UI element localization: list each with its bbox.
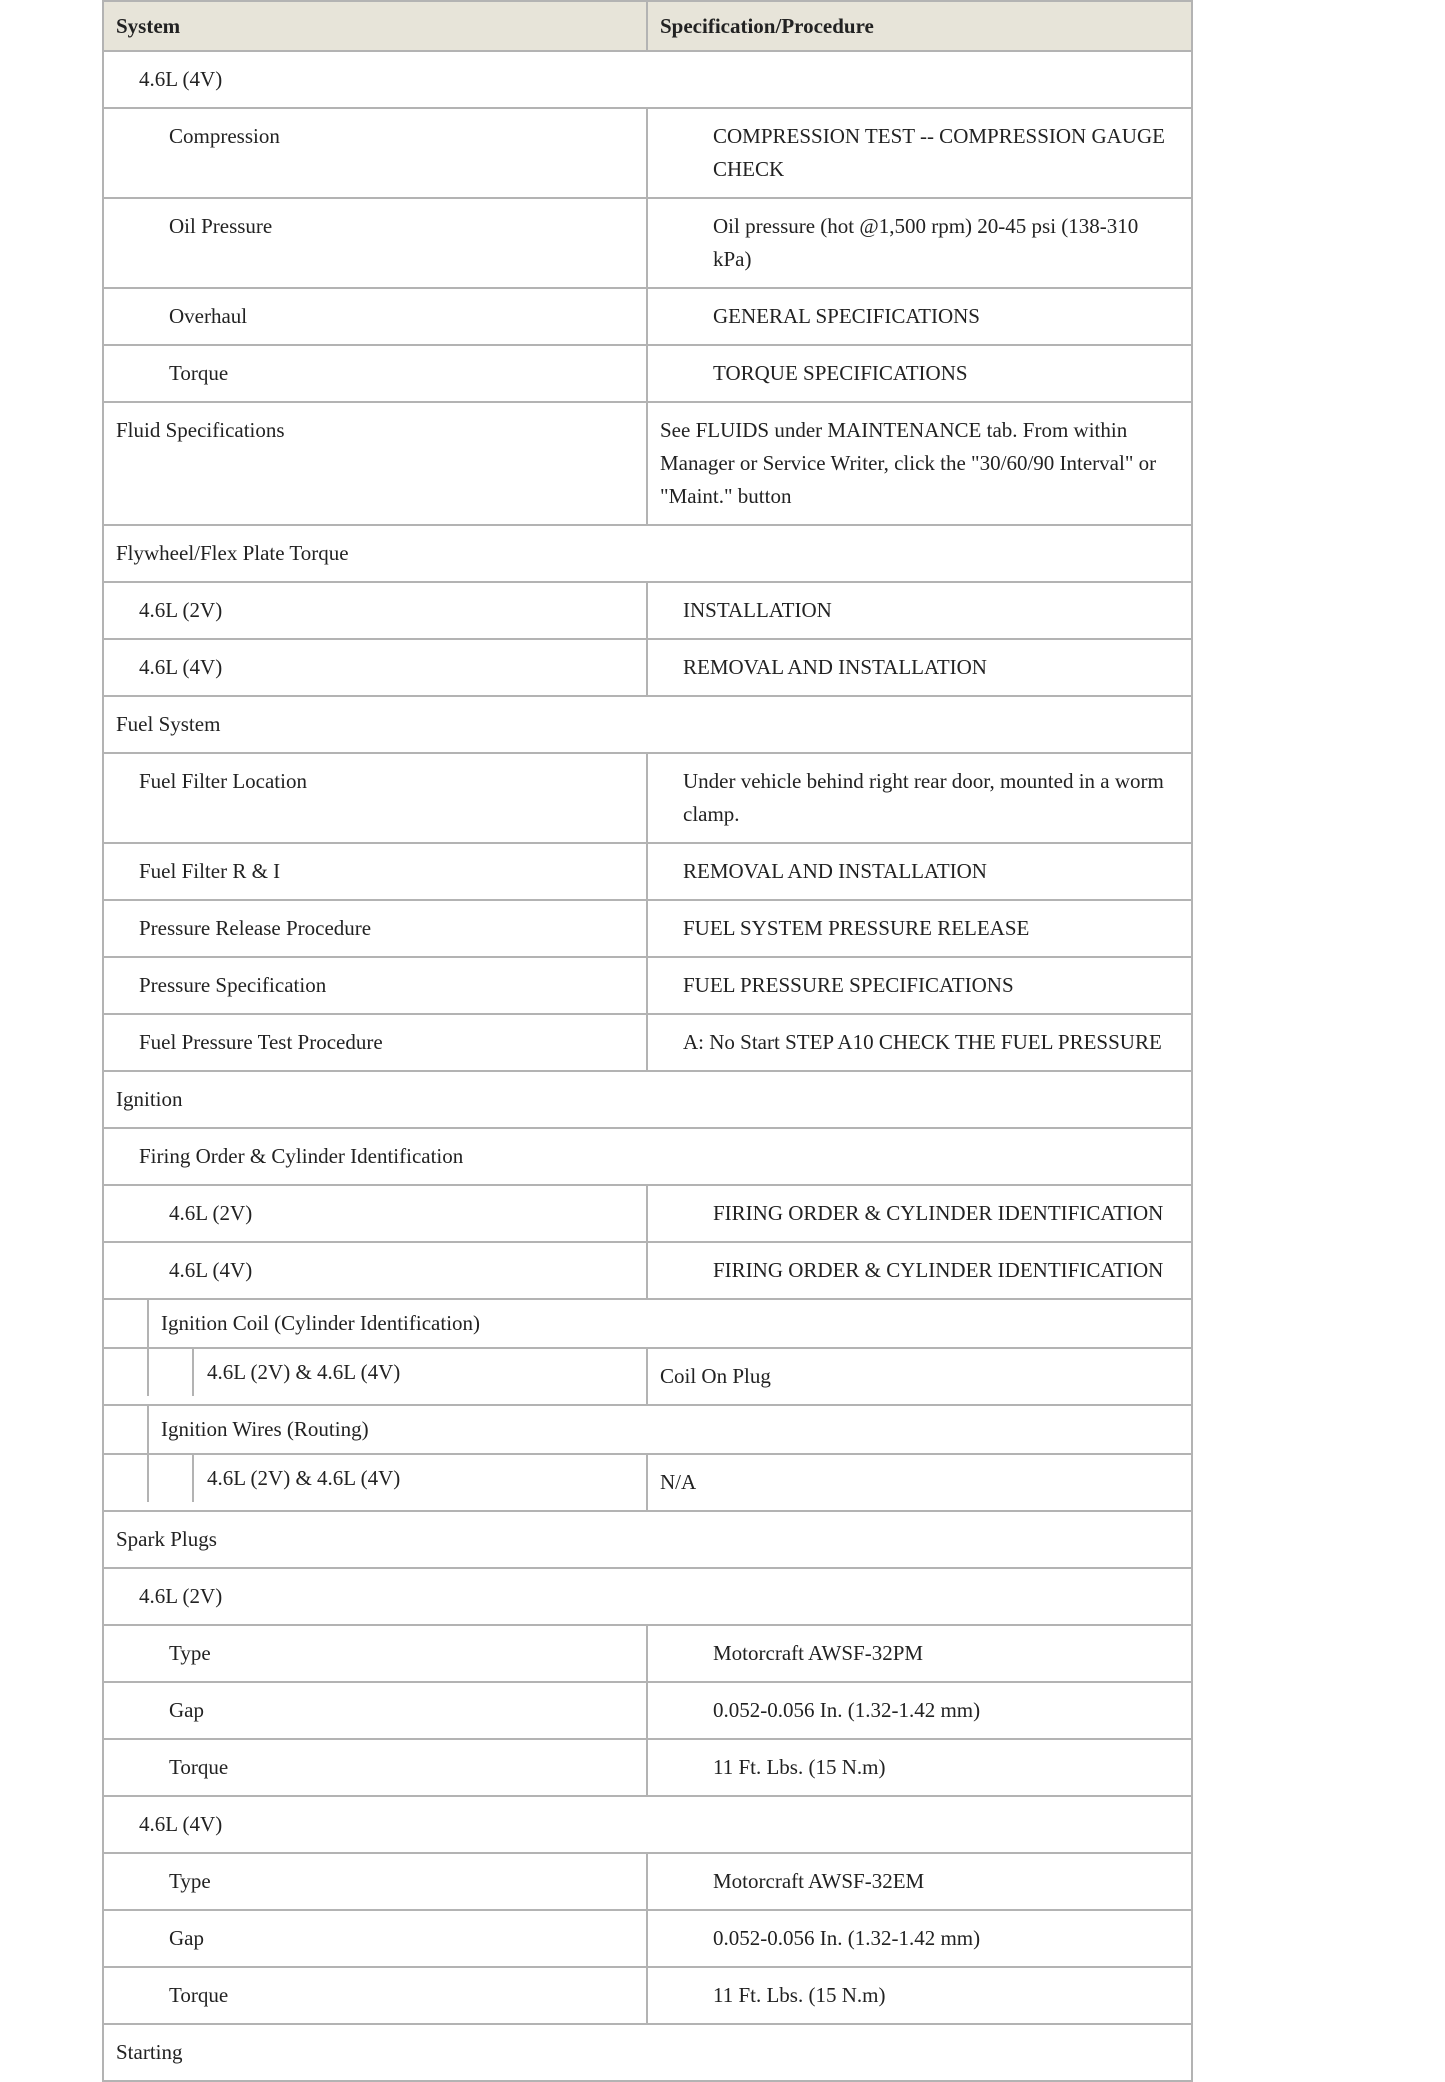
row-spec: REMOVAL AND INSTALLATION (647, 843, 1192, 900)
row-spec: 11 Ft. Lbs. (15 N.m) (647, 1967, 1192, 2024)
table-row (103, 1910, 1192, 1967)
row-label: Starting (103, 2024, 1192, 2081)
row-label: 4.6L (4V) (103, 1242, 647, 1299)
row-spec: Under vehicle behind right rear door, mounted in a worm clamp. (647, 753, 1192, 843)
row-label: Flywheel/Flex Plate Torque (103, 525, 1192, 582)
row-label: 4.6L (4V) (103, 639, 647, 696)
table-row (103, 1967, 1192, 2024)
row-spec: See FLUIDS under MAINTENANCE tab. From within Manager or Service Writer, click the "30/60/90 Interval" or "Maint." button (647, 402, 1192, 525)
table-row (103, 1014, 1192, 1071)
indent-bar (104, 1349, 149, 1396)
row-spec: 11 Ft. Lbs. (15 N.m) (647, 1739, 1192, 1796)
row-label: Gap (103, 1910, 647, 1967)
table-row (103, 1682, 1192, 1739)
row-spec: FIRING ORDER & CYLINDER IDENTIFICATION (647, 1242, 1192, 1299)
table-row (103, 1853, 1192, 1910)
table-row (103, 639, 1192, 696)
table-row (103, 1348, 1192, 1405)
row-label: Spark Plugs (103, 1511, 1192, 1568)
row-label: Torque (103, 1739, 647, 1796)
table-row (103, 957, 1192, 1014)
row-label: Gap (103, 1682, 647, 1739)
row-label: Pressure Specification (103, 957, 647, 1014)
indent-bar (104, 1406, 149, 1453)
table-row (103, 288, 1192, 345)
table-row (103, 1511, 1192, 1568)
row-spec: A: No Start STEP A10 CHECK THE FUEL PRESSURE (647, 1014, 1192, 1071)
row-label: Ignition (103, 1071, 1192, 1128)
table-header-row (103, 1, 1192, 51)
row-spec: FUEL PRESSURE SPECIFICATIONS (647, 957, 1192, 1014)
row-spec: FIRING ORDER & CYLINDER IDENTIFICATION (647, 1185, 1192, 1242)
row-label: Fuel Filter R & I (103, 843, 647, 900)
table-row (103, 1128, 1192, 1185)
table-row (103, 582, 1192, 639)
row-label: 4.6L (2V) & 4.6L (4V) (103, 1348, 647, 1405)
row-label: Fuel System (103, 696, 1192, 753)
row-spec: 0.052-0.056 In. (1.32-1.42 mm) (647, 1682, 1192, 1739)
table-row (103, 1185, 1192, 1242)
row-label: 4.6L (4V) (103, 51, 1192, 108)
table-row (103, 1568, 1192, 1625)
row-label: Overhaul (103, 288, 647, 345)
table-row (103, 525, 1192, 582)
table-row (103, 2024, 1192, 2081)
specification-table (102, 0, 1193, 2082)
row-label: Oil Pressure (103, 198, 647, 288)
table-row (103, 345, 1192, 402)
row-label: 4.6L (4V) (103, 1796, 1192, 1853)
row-label: Compression (103, 108, 647, 198)
table-row (103, 753, 1192, 843)
table-row (103, 1242, 1192, 1299)
row-label: 4.6L (2V) (103, 1185, 647, 1242)
row-spec: N/A (647, 1454, 1192, 1511)
table-row (103, 696, 1192, 753)
indent-bar (104, 1300, 149, 1347)
row-label: Type (103, 1625, 647, 1682)
table-row (103, 1739, 1192, 1796)
row-spec: FUEL SYSTEM PRESSURE RELEASE (647, 900, 1192, 957)
row-label: Ignition Wires (Routing) (103, 1405, 1192, 1454)
row-spec: 0.052-0.056 In. (1.32-1.42 mm) (647, 1910, 1192, 1967)
table-row (103, 1071, 1192, 1128)
row-label: Fuel Pressure Test Procedure (103, 1014, 647, 1071)
table-row (103, 1405, 1192, 1454)
row-label: Pressure Release Procedure (103, 900, 647, 957)
table-row (103, 1454, 1192, 1511)
row-spec: TORQUE SPECIFICATIONS (647, 345, 1192, 402)
table-row (103, 1299, 1192, 1348)
row-spec: GENERAL SPECIFICATIONS (647, 288, 1192, 345)
table-row (103, 843, 1192, 900)
row-label: 4.6L (2V) (103, 582, 647, 639)
row-spec: Motorcraft AWSF-32EM (647, 1853, 1192, 1910)
row-label: 4.6L (2V) & 4.6L (4V) (103, 1454, 647, 1511)
row-spec: Coil On Plug (647, 1348, 1192, 1405)
table-row (103, 1625, 1192, 1682)
row-label: Type (103, 1853, 647, 1910)
indent-bar (149, 1349, 194, 1396)
row-spec: Oil pressure (hot @1,500 rpm) 20-45 psi (138-310 kPa) (647, 198, 1192, 288)
row-label: Torque (103, 1967, 647, 2024)
row-label: Torque (103, 345, 647, 402)
table-row (103, 198, 1192, 288)
spec-column-header: Specification/Procedure (647, 1, 1192, 51)
table-row (103, 900, 1192, 957)
indent-bar (104, 1455, 149, 1502)
indent-bar (149, 1455, 194, 1502)
table-row (103, 402, 1192, 525)
row-label: Firing Order & Cylinder Identification (103, 1128, 1192, 1185)
row-label: Fluid Specifications (103, 402, 647, 525)
table-row (103, 108, 1192, 198)
row-label: Ignition Coil (Cylinder Identification) (103, 1299, 1192, 1348)
row-spec: COMPRESSION TEST -- COMPRESSION GAUGE CHECK (647, 108, 1192, 198)
table-row (103, 1796, 1192, 1853)
row-label: Fuel Filter Location (103, 753, 647, 843)
row-spec: REMOVAL AND INSTALLATION (647, 639, 1192, 696)
table-row (103, 51, 1192, 108)
row-spec: INSTALLATION (647, 582, 1192, 639)
row-label: 4.6L (2V) (103, 1568, 1192, 1625)
system-column-header: System (103, 1, 647, 51)
row-spec: Motorcraft AWSF-32PM (647, 1625, 1192, 1682)
